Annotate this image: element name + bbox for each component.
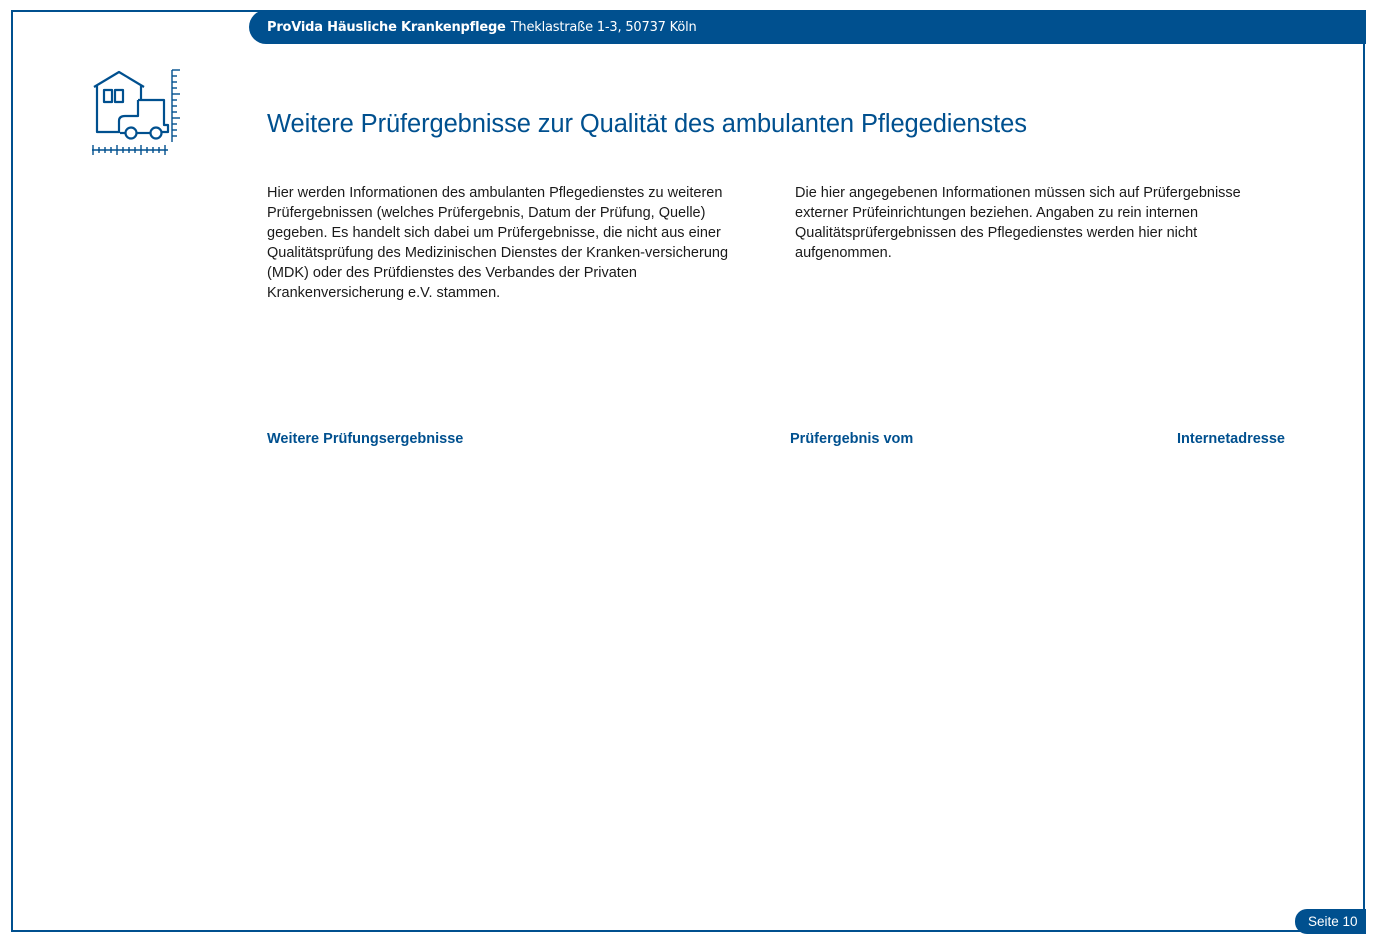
house-vehicle-icon — [88, 66, 188, 160]
intro-text-right: Die hier angegebenen Informationen müssen sich auf Prüfergebnisse externer Prüfeinrichtungen beziehen. Angaben zu rein internen Qualitätsprüfergebnissen des Pflegedienstes werden hier nicht aufgenommen. — [795, 185, 1241, 261]
company-name: ProVida Häusliche Krankenpflege — [267, 19, 506, 35]
intro-text-left: Hier werden Informationen des ambulanten Pflegedienstes zu weiteren Prüfergebnissen (welches Prüfergebnis, Datum der Prüfung, Quelle) gegeben. Es handelt sich dabei um Prüfergebnisse, die nicht aus einer Qualitätsprüfung des Medizinischen Dienstes der Kranken-versicherung (MDK) oder des Prüfdienstes des Verbandes der Privaten Krankenversicherung e.V. stammen. — [267, 185, 729, 301]
page-title: Weitere Prüfergebnisse zur Qualität des ambulanten Pflegedienstes — [267, 110, 1027, 138]
column-header-results: Weitere Prüfungsergebnisse — [267, 431, 464, 447]
column-header-date: Prüfergebnis vom — [790, 431, 914, 447]
column-header-url: Internetadresse — [1177, 431, 1285, 447]
company-address: Theklastraße 1-3, 50737 Köln — [510, 19, 697, 35]
header-bar — [249, 10, 1366, 44]
page-frame — [11, 10, 1365, 932]
page-number-badge: Seite 10 — [1295, 909, 1366, 934]
